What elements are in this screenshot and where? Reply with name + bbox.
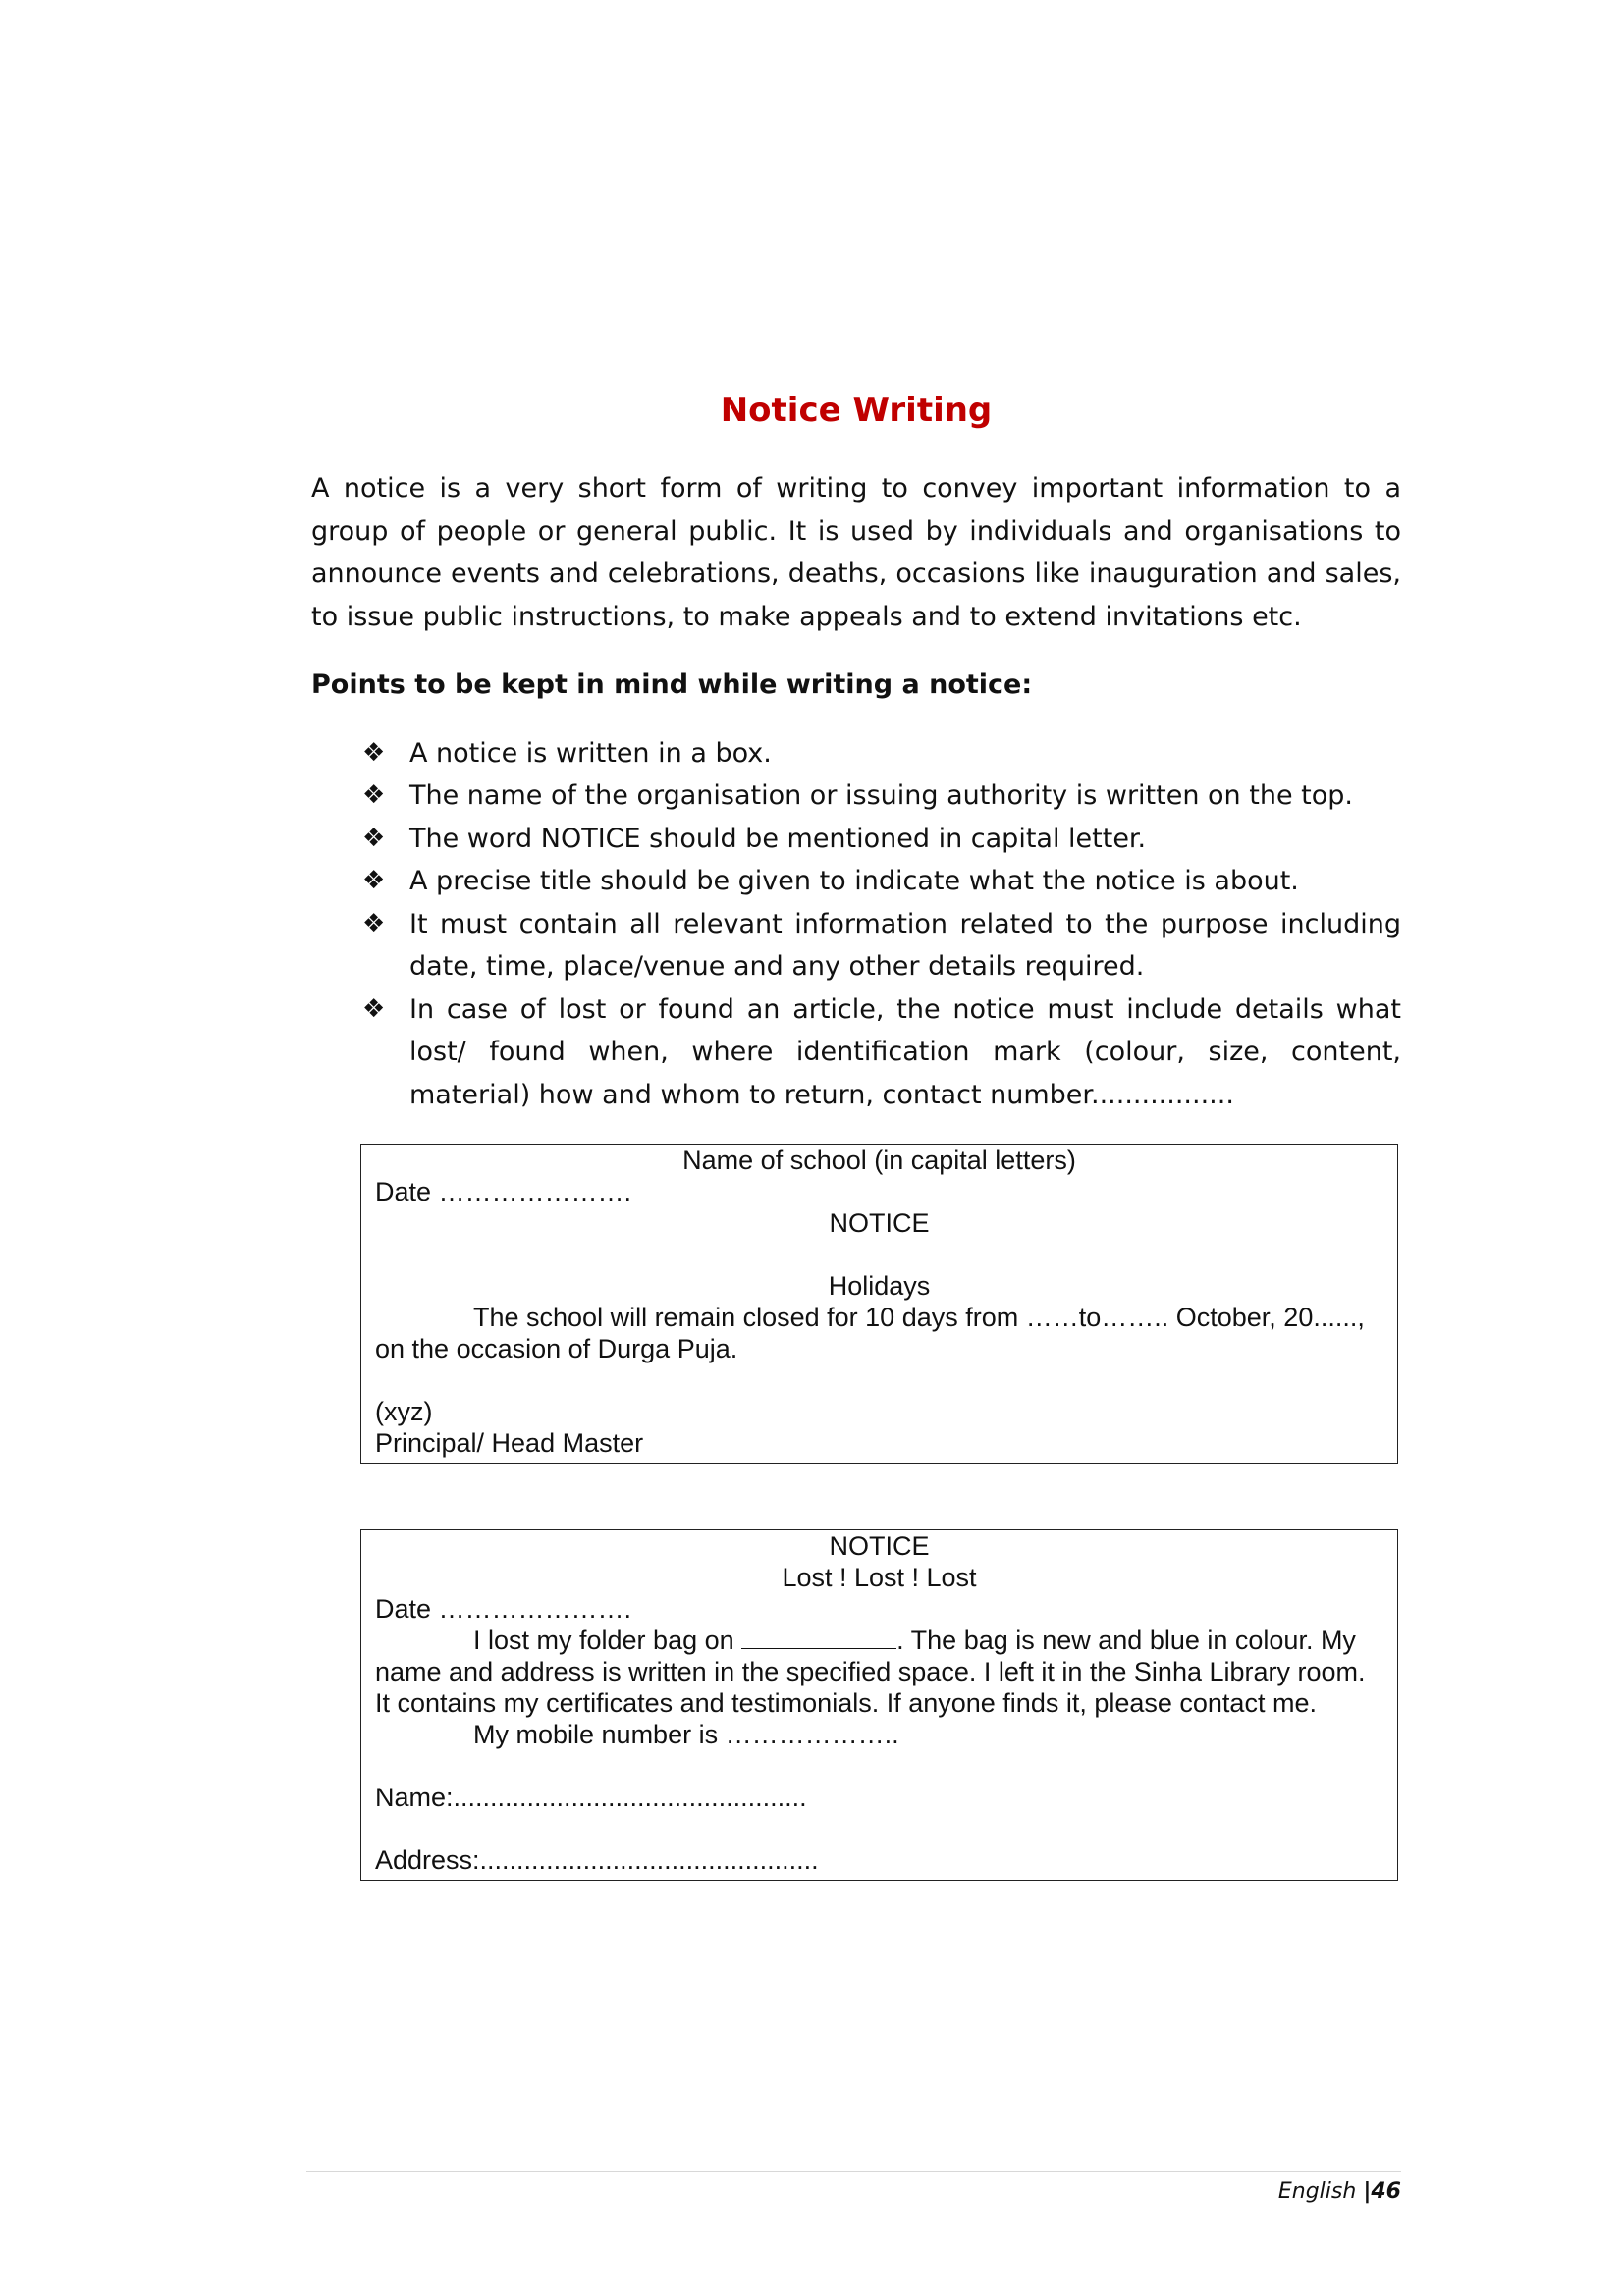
list-item [311, 903, 1401, 988]
diamond-bullet-icon: ❖ [362, 908, 386, 938]
notice-heading: NOTICE [829, 1531, 930, 1561]
footer-divider [306, 2171, 1401, 2172]
list-item [311, 818, 1401, 861]
notice-date: Date …………………. [375, 1594, 632, 1624]
page-footer [1278, 2179, 1401, 2204]
notice-designation: Principal/ Head Master [375, 1428, 644, 1458]
body-start: I lost my folder bag on [473, 1626, 734, 1655]
list-item [311, 732, 1401, 775]
notice-body-line: on the occasion of Durga Puja. [375, 1334, 738, 1363]
notice-subject: Holidays [828, 1271, 931, 1301]
notice-date: Date …………………. [375, 1177, 632, 1206]
notice-signature: (xyz) [375, 1397, 433, 1426]
list-item-text: A precise title should be given to indicate what the notice is about. [409, 866, 1299, 896]
page-number: 46 [1371, 2179, 1401, 2204]
notice-body-line: name and address is written in the specified space. I left it in the Sinha Library room. [375, 1657, 1366, 1686]
notice-body-line: It contains my certificates and testimonials. If anyone finds it, please contact me. [375, 1688, 1317, 1718]
holiday-notice-box [360, 1144, 1398, 1464]
list-item-text: In case of lost or found an article, the notice must include details what lost/ found when, where identification mark (colour, size, content, material) how and whom to return, contact number................. [409, 993, 1401, 1110]
fill-in-blank [741, 1627, 896, 1649]
list-item [311, 860, 1401, 903]
school-name: Name of school (in capital letters) [682, 1146, 1076, 1175]
list-item-text: It must contain all relevant information related to the purpose including date, time, place/venue and any other details required. [409, 908, 1401, 982]
list-item [311, 774, 1401, 818]
diamond-bullet-icon: ❖ [362, 823, 386, 853]
diamond-bullet-icon: ❖ [362, 993, 386, 1024]
spacer [375, 1364, 1383, 1396]
spacer [375, 1750, 1383, 1782]
address-line: Address:.............................................. [375, 1845, 819, 1875]
notice-subject: Lost ! Lost ! Lost [782, 1563, 977, 1592]
footer-subject: English [1277, 2179, 1357, 2204]
list-item-text: A notice is written in a box. [409, 737, 772, 769]
diamond-bullet-icon: ❖ [362, 866, 386, 895]
points-heading: Points to be kept in mind while writing a notice: [311, 669, 1033, 700]
list-item-text: The word NOTICE should be mentioned in capital letter. [409, 823, 1147, 854]
diamond-bullet-icon: ❖ [362, 737, 386, 768]
list-item-text: The name of the organisation or issuing authority is written on the top. [409, 780, 1353, 811]
notice-heading: NOTICE [829, 1208, 930, 1238]
mobile-number-line: My mobile number is ……………….. [473, 1720, 899, 1749]
intro-paragraph: A notice is a very short form of writing to convey important information to a group of people or general public. It is used by individuals and organisations to announce events and celebrations, deaths, occasions like inauguration and sales, to issue public instructions, to make appeals and to extend invitations etc. [311, 473, 1401, 632]
spacer [375, 1813, 1383, 1844]
footer-separator: | [1363, 2179, 1372, 2204]
notice-body-line [375, 1625, 1383, 1656]
points-list [311, 732, 1401, 1117]
list-item [311, 988, 1401, 1117]
body-rest: . The bag is new and blue in colour. My [896, 1626, 1356, 1655]
notice-body-line: The school will remain closed for 10 days from ……to…….. October, 20......, [473, 1303, 1365, 1332]
page-title: Notice Writing [720, 391, 993, 430]
lost-notice-box [360, 1529, 1398, 1881]
name-line: Name:................................................ [375, 1783, 807, 1812]
spacer [375, 1239, 1383, 1270]
main-content [311, 467, 1401, 1116]
diamond-bullet-icon: ❖ [362, 780, 386, 810]
